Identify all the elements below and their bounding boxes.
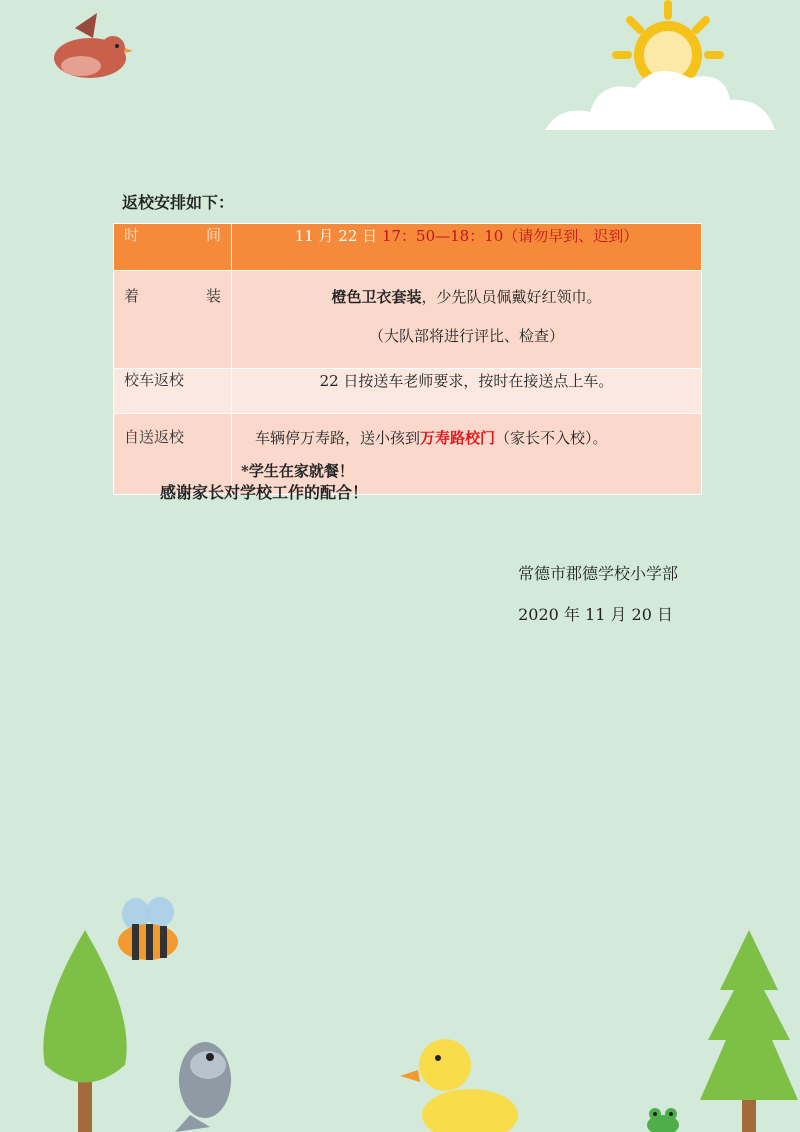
dress-label: 着 装 xyxy=(114,271,232,369)
self-label: 自送返校 xyxy=(114,414,232,495)
tree-icon xyxy=(30,925,140,1132)
cloud-icon xyxy=(540,60,780,135)
meal-note: *学生在家就餐！ xyxy=(241,462,354,480)
table-row-bus xyxy=(114,369,702,414)
dress-uniform: 橙色卫衣套装 xyxy=(331,288,422,306)
table-row-dress xyxy=(114,271,702,369)
school-gate: 万寿路校门 xyxy=(420,429,496,447)
duck-icon xyxy=(400,1030,520,1132)
signature-date: 2020 年 11 月 20 日 xyxy=(518,605,673,624)
dress-note: （大队部将进行评比、检查） xyxy=(368,327,564,345)
pine-tree-icon xyxy=(698,930,800,1132)
fish-icon xyxy=(170,1035,240,1132)
signature-org: 常德市郡德学校小学部 xyxy=(517,564,678,583)
frog-icon xyxy=(645,1105,681,1132)
schedule-table xyxy=(113,223,702,495)
time-value: 11 月 22 日 17：50—18：10（请勿早到、迟到） xyxy=(232,224,702,271)
dress-value: 橙色卫衣套装，少先队员佩戴好红领巾。 （大队部将进行评比、检查） xyxy=(232,271,702,369)
bus-value: 22 日按送车老师要求，按时在接送点上车。 xyxy=(232,369,702,414)
time-label: 时 间 xyxy=(114,224,232,271)
table-row-time xyxy=(114,224,702,271)
self-value: 车辆停万寿路，送小孩到万寿路校门（家长不入校）。 *学生在家就餐！ xyxy=(232,414,702,495)
bird-icon xyxy=(45,8,135,88)
thanks-text: 感谢家长对学校工作的配合！ xyxy=(160,483,369,502)
time-range: 17：50—18：10（请勿早到、迟到） xyxy=(381,227,639,245)
page-heading: 返校安排如下： xyxy=(122,193,235,212)
bus-label: 校车返校 xyxy=(114,369,232,414)
